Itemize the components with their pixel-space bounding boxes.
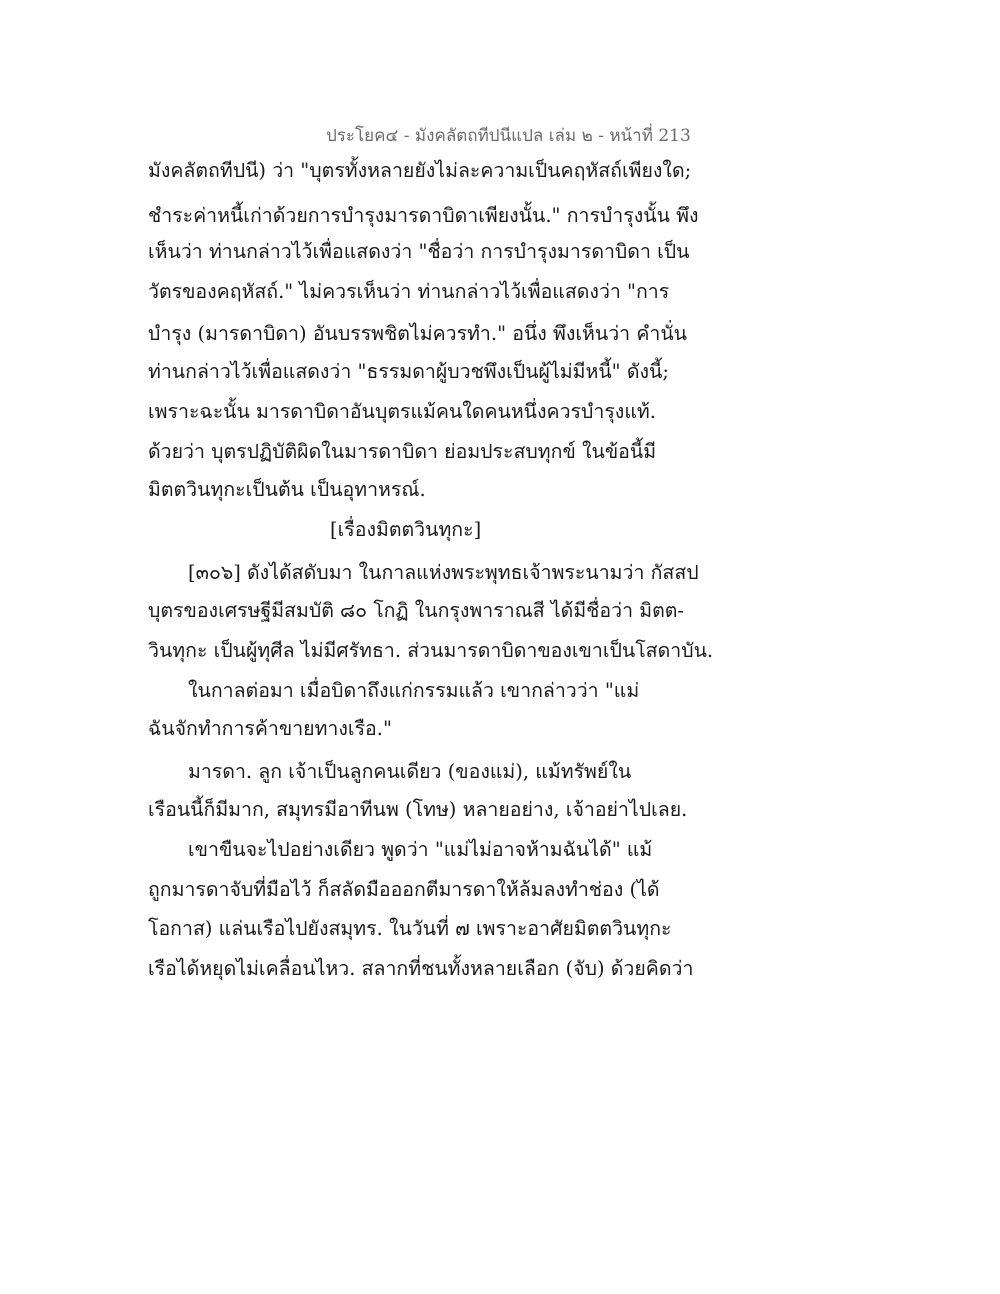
text-line: เพราะฉะนั้น มารดาบิดาอันบุตรแม้คนใดคนหนึ่งควรบำรุงแท้. [148,400,656,423]
text-line: เรือได้หยุดไม่เคลื่อนไหว. สลากที่ชนทั้งหลายเลือก (จับ) ด้วยคิดว่า [148,957,694,980]
text-line: ถูกมารดาจับที่มือไว้ ก็สลัดมือออกตีมารดาให้ล้มลงทำช่อง (ได้ [148,878,660,901]
text-line: วัตรของคฤหัสถ์." ไม่ควรเห็นว่า ท่านกล่าวไว้เพื่อแสดงว่า "การ [148,280,670,303]
text-line: วินทุกะ เป็นผู้ทุศีล ไม่มีศรัทธา. ส่วนมารดาบิดาของเขาเป็นโสดาบัน. [148,639,714,662]
text-line: เรือนนี้ก็มีมาก, สมุทรมีอาทีนพ (โทษ) หลายอย่าง, เจ้าอย่าไปเลย. [148,798,688,821]
text-line: ฉันจักทำการค้าขายทางเรือ." [148,717,392,740]
text-line: บำรุง (มารดาบิดา) อันบรรพชิตไม่ควรทำ." อนึ่ง พึงเห็นว่า คำนั่น [148,322,687,345]
text-line: มารดา. ลูก เจ้าเป็นลูกคนเดียว (ของแม่), แม้ทรัพย์ใน [188,760,632,783]
text-line: ท่านกล่าวไว้เพื่อแสดงว่า "ธรรมดาผู้บวชพึงเป็นผู้ไม่มีหนี้" ดังนี้; [148,360,669,383]
text-line: เห็นว่า ท่านกล่าวไว้เพื่อแสดงว่า "ชื่อว่า การบำรุงมารดาบิดา เป็น [148,240,690,263]
text-line: มังคลัตถทีปนี) ว่า "บุตรทั้งหลายยังไม่ละความเป็นคฤหัสถ์เพียงใด; [148,159,692,182]
text-line: มิตตวินทุกะเป็นต้น เป็นอุทาหรณ์. [148,478,426,501]
text-line: บุตรของเศรษฐีมีสมบัติ ๘๐ โกฏิ ในกรุงพาราณสี ได้มีชื่อว่า มิตต- [148,599,684,622]
section-title: [เรื่องมิตตวินทุกะ] [330,518,482,541]
text-line: ด้วยว่า บุตรปฏิบัติผิดในมารดาบิดา ย่อมประสบทุกข์ ในข้อนี้มี [148,440,657,463]
text-line: เขาขืนจะไปอย่างเดียว พูดว่า "แม่ไม่อาจห้ามฉันได้" แม้ [188,838,653,861]
text-line: ในกาลต่อมา เมื่อบิดาถึงแก่กรรมแล้ว เขากล่าวว่า "แม่ [188,679,640,702]
text-line: ชำระค่าหนี้เก่าด้วยการบำรุงมารดาบิดาเพียงนั้น." การบำรุงนั้น พึง [148,204,699,227]
text-line: โอกาส) แล่นเรือไปยังสมุทร. ในวันที่ ๗ เพราะอาศัยมิตตวินทุกะ [148,917,672,940]
page-header: ประโยค๔ - มังคลัตถทีปนีแปล เล่ม ๒ - หน้าที่ 213 [326,126,691,146]
text-line: [๓๐๖] ดังได้สดับมา ในกาลแห่งพระพุทธเจ้าพระนามว่า กัสสป [188,561,699,584]
